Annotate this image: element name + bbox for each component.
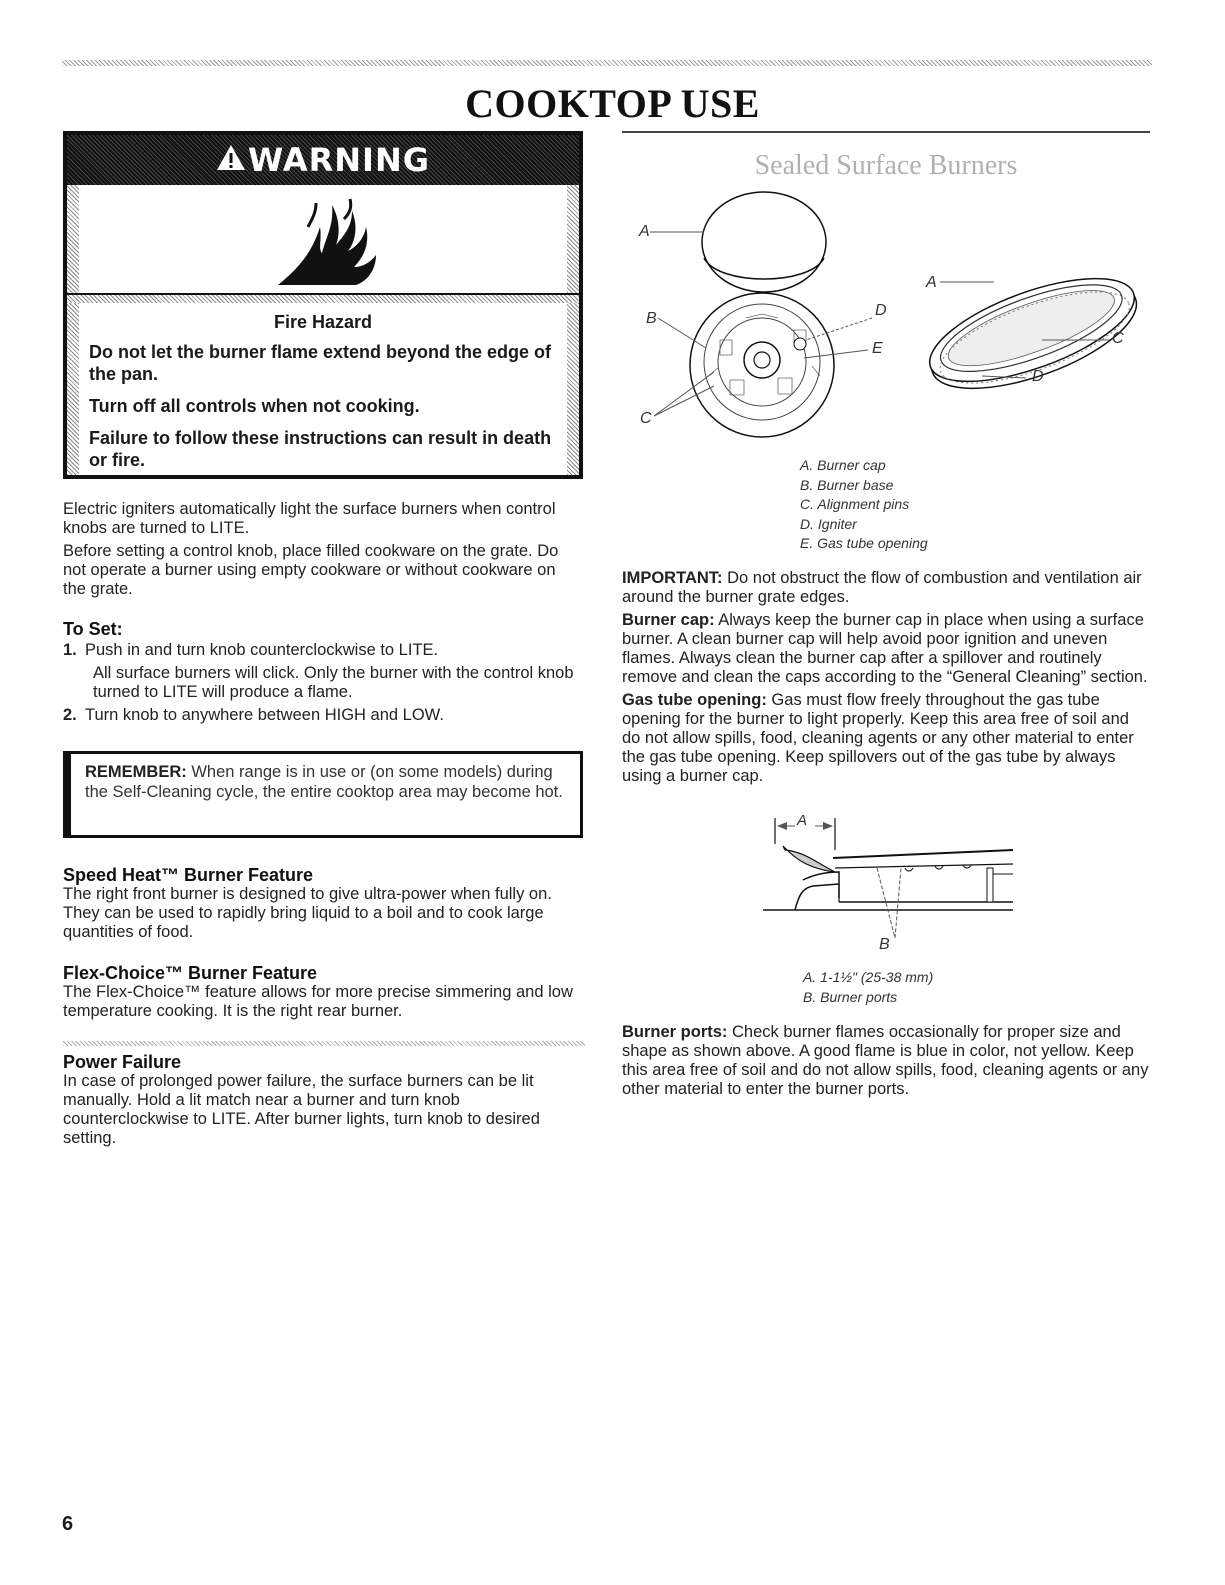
burner-legend <box>800 456 1020 554</box>
step-item <box>63 706 583 725</box>
warning-border-right <box>567 185 579 475</box>
intro-text <box>63 500 583 603</box>
flame-illustration <box>755 810 1025 960</box>
flame-legend <box>803 968 1023 1007</box>
step-subtext: All surface burners will click. Only the burner with the control knob turned to LITE will produce a flame. <box>93 664 574 701</box>
intro-paragraph: Before setting a control knob, place filled cookware on the grate. Do not operate a burner using empty cookware or without cookware on the grate. <box>63 542 559 598</box>
important-text: Do not obstruct the flow of combustion and ventilation air around the burner grate edges. <box>622 569 1142 606</box>
to-set-heading: To Set: <box>63 619 123 639</box>
warning-line: Do not let the burner flame extend beyond the edge of the pan. <box>89 342 552 384</box>
burner-ports-paragraph <box>622 1023 1150 1099</box>
warning-line: Turn off all controls when not cooking. <box>89 396 420 416</box>
step-text: Turn knob to anywhere between HIGH and LOW. <box>85 706 444 724</box>
remember-box <box>63 751 583 838</box>
remember-label: REMEMBER: <box>85 763 187 781</box>
flex-choice-text: The Flex-Choice™ feature allows for more precise simmering and low temperature cooking. It is the right rear burner. <box>63 983 573 1020</box>
burner-ports-label: Burner ports: <box>622 1023 728 1041</box>
burner-cap-text: Always keep the burner cap in place when using a surface burner. A clean burner cap will help avoid poor ignition and uneven flames. Always clean the burner cap after a spillover and routinely remove and clean the caps according to the “General Cleaning” section. <box>622 611 1148 686</box>
step-item <box>63 641 583 660</box>
warning-text <box>89 311 557 481</box>
legend-item: B. Burner base <box>800 476 894 493</box>
warning-box <box>63 131 583 479</box>
warning-title: WARNING <box>248 141 430 179</box>
legend-item: A. Burner cap <box>800 457 886 473</box>
label-c: C <box>640 410 652 427</box>
burner-info-text <box>622 569 1150 790</box>
speed-heat-section <box>63 866 585 946</box>
section-divider <box>63 1041 585 1046</box>
warning-header <box>67 135 579 185</box>
label-b: B <box>879 936 890 953</box>
power-failure-heading: Power Failure <box>63 1052 182 1072</box>
label-a: A <box>639 223 650 240</box>
burner-cap-paragraph <box>622 611 1150 687</box>
gas-tube-text: Gas must flow freely throughout the gas tube opening for the burner to light properly. Keep this area free of soil and do not allow spills, food, cleaning agents or any other material to enter the gas tube opening. Keep spillovers out of the gas tube by always using a burner cap. <box>622 691 1134 785</box>
label-c: C <box>1112 330 1124 347</box>
power-failure-section <box>63 1053 585 1152</box>
warning-border-left <box>67 185 79 475</box>
burner-cap-label: Burner cap: <box>622 611 715 629</box>
power-failure-text: In case of prolonged power failure, the surface burners can be lit manually. Hold a lit match near a burner and turn knob counterclockwise to LITE. After burner lights, turn knob to desired setting. <box>63 1072 540 1147</box>
warning-triangle-icon <box>216 144 246 176</box>
legend-item: D. Igniter <box>800 515 857 532</box>
step-number: 1. <box>63 641 77 659</box>
gas-tube-label: Gas tube opening: <box>622 691 767 709</box>
flex-choice-heading: Flex-Choice™ Burner Feature <box>63 963 318 983</box>
section-rule <box>622 131 1150 133</box>
label-a: A <box>797 812 808 829</box>
page-title: COOKTOP USE <box>465 81 760 126</box>
burner-ports-body: Check burner flames occasionally for proper size and shape as shown above. A good flame is blue in color, not yellow. Keep this area free of soil and do not allow spills, food, cleaning agents or any other material to enter the burner ports. <box>622 1023 1149 1098</box>
sealed-burners-heading: Sealed Surface Burners <box>754 150 1018 181</box>
speed-heat-heading: Speed Heat™ Burner Feature <box>63 865 314 885</box>
step-number: 2. <box>63 706 77 724</box>
burner-ports-text <box>622 1023 1150 1103</box>
intro-paragraph: Electric igniters automatically light the surface burners when control knobs are turned to LITE. <box>63 500 556 537</box>
label-a: A <box>926 274 937 291</box>
important-label: IMPORTANT: <box>622 569 723 587</box>
legend-item: E. Gas tube opening <box>800 535 928 551</box>
step-text: Push in and turn knob counterclockwise to LITE. <box>85 641 439 659</box>
label-b: B <box>646 310 657 327</box>
to-set-section <box>63 620 583 725</box>
label-d: D <box>1032 368 1044 385</box>
legend-item: B. Burner ports <box>803 988 898 1005</box>
legend-item: A. 1-1½" (25-38 mm) <box>803 969 934 985</box>
remember-text: When range is in use or (on some models) during the Self-Cleaning cycle, the entire cooktop area may become hot. <box>85 763 563 801</box>
label-e: E <box>872 340 883 357</box>
gas-tube-paragraph <box>622 691 1150 786</box>
speed-heat-text: The right front burner is designed to give ultra-power when fully on. They can be used to rapidly bring liquid to a boil and to cook large quantities of food. <box>63 885 552 941</box>
flex-choice-section <box>63 964 585 1025</box>
burner-diagram <box>622 190 1150 440</box>
top-decorative-bar <box>62 60 1152 66</box>
legend-item: C. Alignment pins <box>800 496 910 512</box>
hazard-label: Fire Hazard <box>273 312 373 332</box>
warning-divider <box>67 293 579 303</box>
fire-hazard-icon <box>260 197 390 292</box>
important-paragraph <box>622 569 1150 607</box>
page-number: 6 <box>62 1513 74 1535</box>
warning-line: Failure to follow these instructions can result in death or fire. <box>89 428 552 470</box>
label-d: D <box>875 302 887 319</box>
burner-flame-diagram <box>755 810 1025 960</box>
